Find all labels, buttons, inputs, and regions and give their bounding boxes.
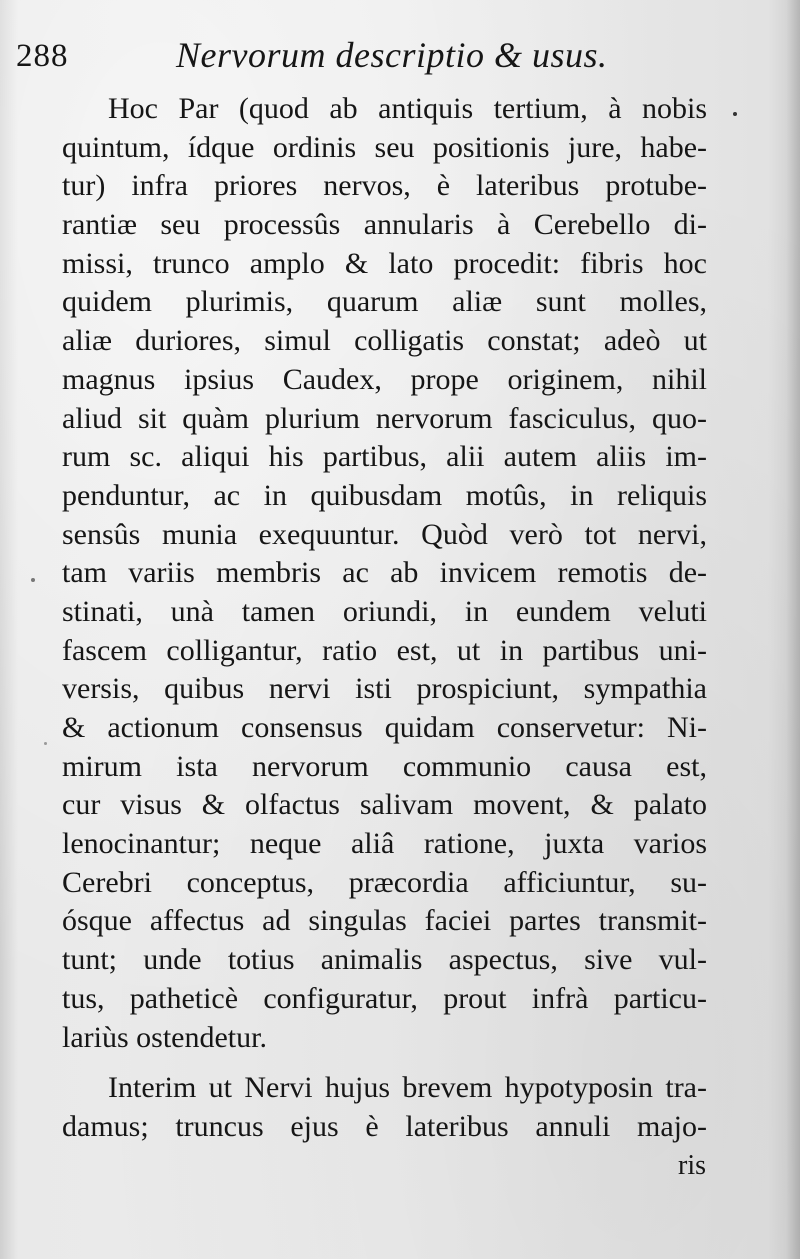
ink-speck: [31, 578, 35, 582]
text-line: fascem colligantur, ratio est, ut in partibus uni-: [62, 633, 707, 667]
text-line: rantiæ seu processûs annularis à Cerebello di-: [62, 208, 707, 242]
text-line: mirum ista nervorum communio causa est,: [62, 749, 707, 783]
text-line: tunt; unde totius animalis aspectus, sive vul-: [62, 943, 707, 977]
body-text: [62, 90, 707, 1147]
text-line: lenocinantur; neque aliâ ratione, juxta varios: [62, 827, 707, 861]
text-line: Cerebri conceptus, præcordia afficiuntur, su-: [62, 865, 707, 899]
text-line: damus; truncus ejus è lateribus annuli majo-: [62, 1109, 707, 1143]
text-line: stinati, unà tamen oriundi, in eundem veluti: [62, 594, 707, 628]
running-title: Nervorum descriptio & usus.: [176, 35, 608, 75]
text-line: aliud sit quàm plurium nervorum fasciculus, quo-: [62, 401, 707, 435]
text-line: ósque affectus ad singulas faciei partes transmit-: [62, 904, 707, 938]
page-number: 288: [16, 38, 69, 74]
ink-speck: [733, 112, 737, 116]
paragraph-gap: [62, 1057, 707, 1069]
text-line: Hoc Par (quod ab antiquis tertium, à nobis: [108, 92, 707, 125]
text-line: magnus ipsius Caudex, prope originem, nihil: [62, 362, 707, 396]
text-line: aliæ duriores, simul colligatis constat; adeò ut: [62, 324, 707, 358]
text-line: sensûs munia exequuntur. Quòd verò tot nervi,: [62, 517, 707, 551]
catchword: ris: [678, 1150, 706, 1181]
text-line: penduntur, ac in quibusdam motûs, in reliquis: [62, 478, 707, 512]
running-head: [16, 30, 716, 82]
text-line: quintum, ídque ordinis seu positionis jure, habe-: [62, 130, 707, 164]
text-line: rum sc. aliqui his partibus, alii autem aliis im-: [62, 440, 707, 474]
text-line: tus, patheticè configuratur, prout infrà particu-: [62, 981, 707, 1015]
text-line: tur) infra priores nervos, è lateribus protube-: [62, 169, 707, 203]
ink-speck: [44, 742, 47, 745]
text-line: Interim ut Nervi hujus brevem hypotyposin tra-: [108, 1071, 707, 1105]
text-line: cur visus & olfactus salivam movent, & palato: [62, 788, 707, 822]
text-line: tam variis membris ac ab invicem remotis de-: [62, 556, 707, 590]
text-line: versis, quibus nervi isti prospiciunt, sympathia: [62, 672, 707, 706]
text-line: & actionum consensus quidam conservetur: Ni-: [62, 711, 707, 744]
text-line: missi, trunco amplo & lato procedit: fibris hoc: [62, 246, 707, 280]
text-line: quidem plurimis, quarum aliæ sunt molles,: [62, 285, 707, 319]
text-line: lariùs ostendetur.: [62, 1020, 267, 1054]
